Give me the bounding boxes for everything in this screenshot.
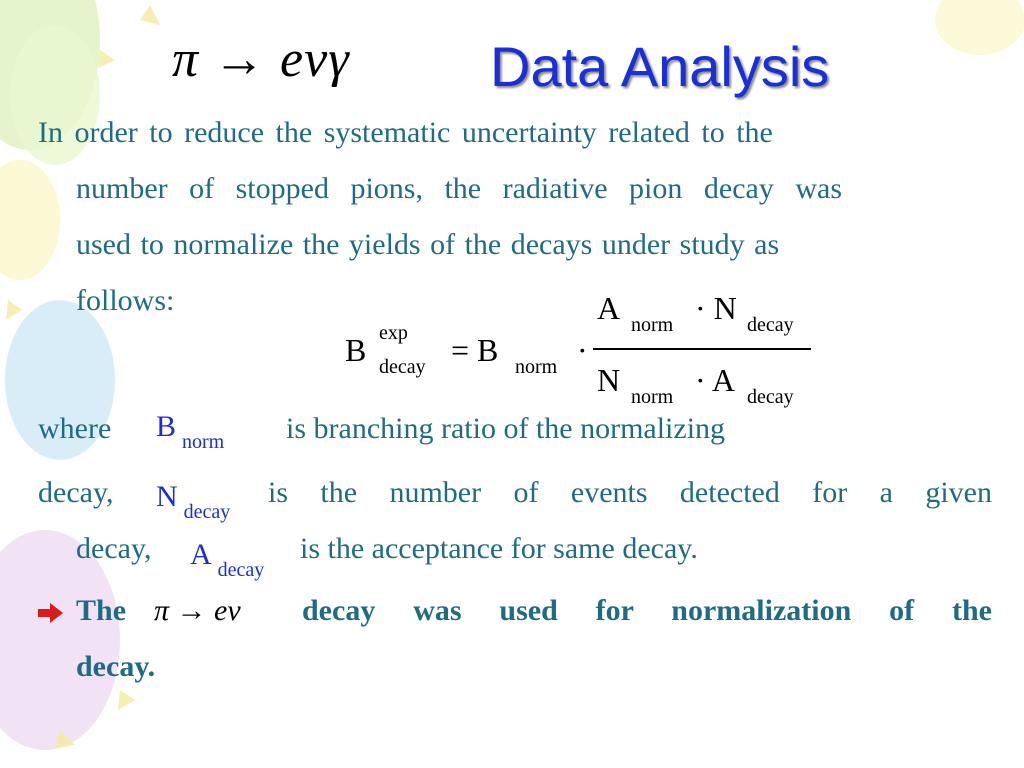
arrow-bullet-icon <box>38 602 64 624</box>
eq-num-N: · N <box>695 290 737 326</box>
note-formula: π → eν <box>154 594 241 627</box>
eq-den-N-sub: norm <box>631 386 674 408</box>
eq-B: B <box>345 332 367 368</box>
intro-line-3 <box>38 228 992 262</box>
intro-line-1 <box>38 116 992 150</box>
title-formula <box>172 30 350 89</box>
eq-den-A: · A <box>695 362 735 398</box>
where-line <box>38 410 992 453</box>
intro-line-text: used to normalize the yields of the decays under study as <box>76 228 780 261</box>
eq-num-A: A <box>597 290 621 326</box>
sym-N-decay <box>156 480 231 523</box>
intro-line-text: In order to reduce the systematic uncertainty related to the <box>38 116 773 149</box>
sym-N-sub: decay <box>183 501 231 523</box>
star-shape <box>118 690 135 710</box>
star-shape <box>98 50 115 68</box>
eq-sup-exp: exp <box>379 322 408 344</box>
sym-B: B <box>156 410 177 443</box>
eq-den-A-sub: decay <box>747 386 794 408</box>
eq-num-A-sub: norm <box>631 314 674 336</box>
where-text-1: is branching ratio of the normalizing <box>286 412 726 445</box>
normalization-equation <box>345 290 825 410</box>
sym-B-sub: norm <box>182 431 225 453</box>
where-word: where <box>38 412 112 445</box>
eq-den-N: N <box>597 362 621 398</box>
note-text-2: decay. <box>76 650 156 683</box>
where-text-3: is the acceptance for same decay. <box>300 532 698 565</box>
note-line-2 <box>38 650 992 684</box>
intro-line-text: follows: <box>76 284 175 317</box>
sym-N: N <box>156 480 178 513</box>
title-formula-text: π → eνγ <box>172 31 350 88</box>
eq-num-N-sub: decay <box>747 314 794 336</box>
sym-B-norm <box>156 410 225 453</box>
where-text-2: is the number of events detected for a given <box>268 476 992 509</box>
eq-dot: · <box>577 332 588 368</box>
note-text: decay was used for normalization of the <box>302 594 992 627</box>
star-shape <box>140 5 160 25</box>
eq-equals-B: = B <box>451 332 499 368</box>
note-the: The <box>76 594 127 627</box>
balloon-yellow-2 <box>935 0 1024 55</box>
eq-sub-decay: decay <box>379 356 426 378</box>
intro-line-2 <box>38 172 992 206</box>
sym-A: A <box>190 538 212 571</box>
sym-A-decay <box>190 538 265 581</box>
page-title: Data Analysis <box>490 35 830 98</box>
intro-line-text: number of stopped pions, the radiative pion decay was <box>76 172 842 205</box>
star-shape <box>6 300 22 320</box>
fraction-bar <box>593 348 811 350</box>
decay-line-2 <box>38 532 992 581</box>
decay-line-1 <box>38 476 992 523</box>
decay-word-2: decay, <box>76 532 152 565</box>
sym-A-sub: decay <box>217 559 265 581</box>
eq-sub-norm: norm <box>515 356 558 378</box>
decay-word: decay, <box>38 476 114 509</box>
